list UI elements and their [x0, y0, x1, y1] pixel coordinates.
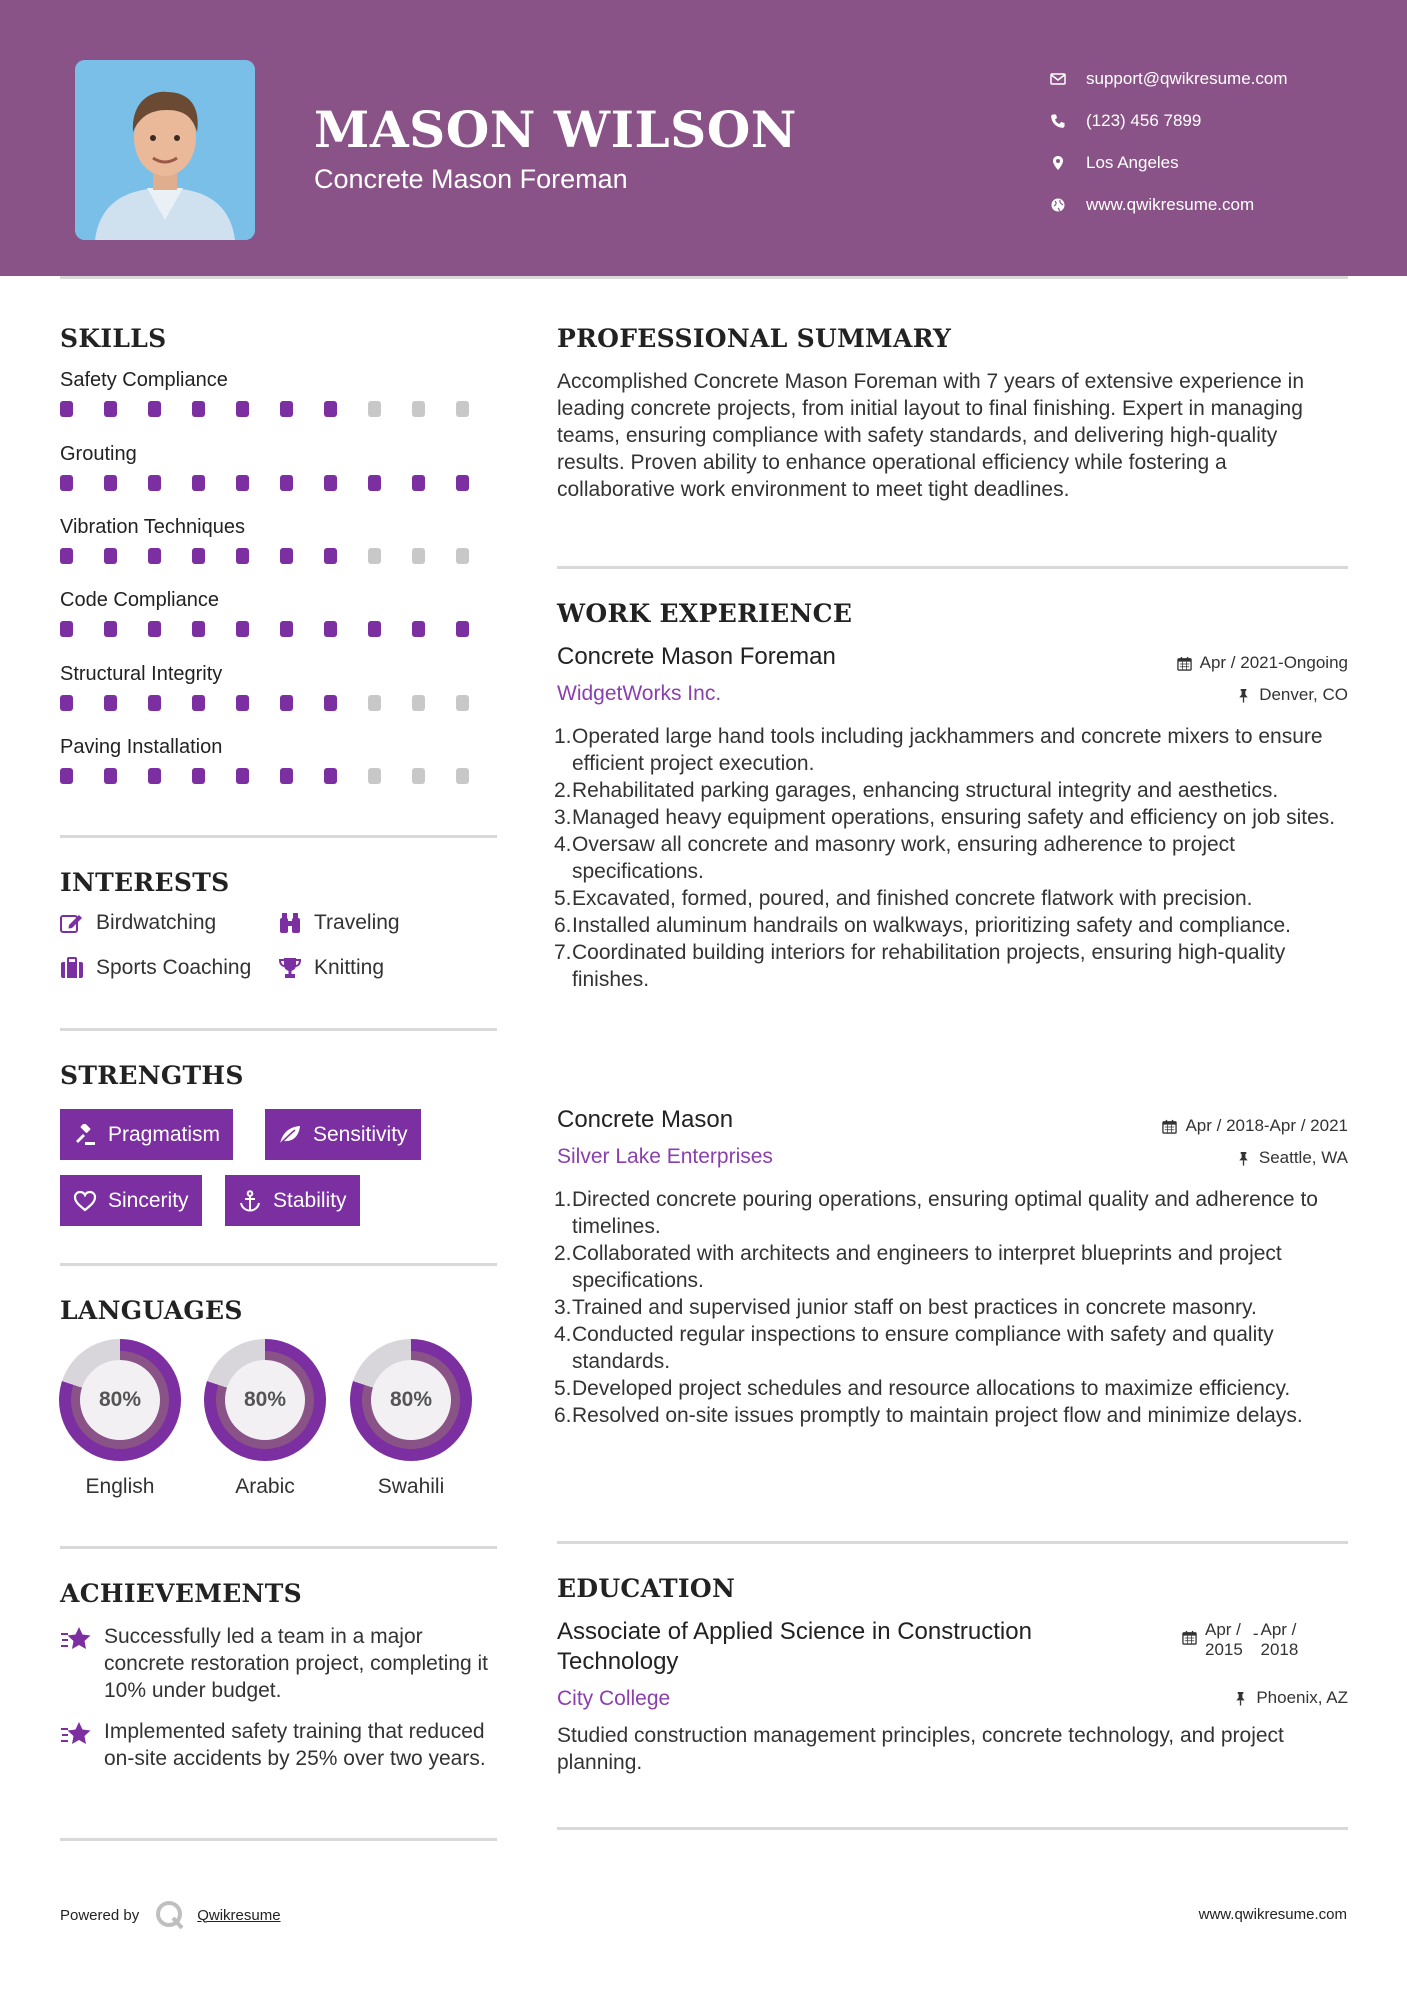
rating-dot-filled — [456, 475, 469, 491]
job-location-text: Denver, CO — [1259, 685, 1348, 704]
section-divider — [557, 1827, 1348, 1830]
rating-dot-filled — [324, 621, 337, 637]
rating-dot-filled — [60, 401, 73, 417]
skill-item — [60, 443, 500, 491]
rating-dot-filled — [192, 548, 205, 564]
rating-dot-filled — [104, 401, 117, 417]
skill-rating — [60, 401, 500, 417]
gavel-icon — [73, 1124, 97, 1146]
achievement-text: Implemented safety training that reduced on-site accidents by 25% over two years. — [104, 1720, 486, 1770]
job-dates — [1162, 1116, 1348, 1136]
calendar-icon — [1177, 656, 1192, 671]
job-dates-text: Apr / 2021-Ongoing — [1199, 653, 1348, 672]
header-divider — [60, 276, 1348, 279]
rating-dot-empty — [456, 768, 469, 784]
languages-heading: LANGUAGES — [60, 1296, 243, 1325]
education-school: City College — [557, 1687, 671, 1710]
pushpin-icon — [1236, 688, 1251, 703]
rating-dot-empty — [368, 548, 381, 564]
strength-label: Stability — [273, 1188, 347, 1212]
rating-dot-filled — [192, 768, 205, 784]
job-bullet: 4. Conducted regular inspections to ensure compliance with safety and quality standards. — [554, 1323, 1274, 1373]
contact-phone-text: (123) 456 7899 — [1086, 111, 1202, 130]
education-degree: Associate of Applied Science in Construction Technology — [557, 1618, 1032, 1675]
star-icon — [60, 1720, 92, 1748]
rating-dot-filled — [192, 695, 205, 711]
heart-icon — [73, 1190, 97, 1212]
rating-dot-filled — [104, 695, 117, 711]
rating-dot-empty — [368, 401, 381, 417]
rating-dot-filled — [368, 475, 381, 491]
rating-dot-filled — [236, 401, 249, 417]
section-divider — [60, 1546, 497, 1549]
interest-item — [60, 956, 251, 980]
rating-dot-filled — [60, 695, 73, 711]
binoculars-icon — [278, 912, 302, 934]
rating-dot-filled — [324, 401, 337, 417]
rating-dot-filled — [104, 768, 117, 784]
rating-dot-filled — [412, 475, 425, 491]
interest-item — [278, 956, 384, 980]
skill-rating — [60, 695, 500, 711]
strength-label: Pragmatism — [108, 1122, 221, 1146]
rating-dot-filled — [280, 401, 293, 417]
rating-dot-filled — [148, 475, 161, 491]
strength-label: Sensitivity — [313, 1122, 408, 1146]
rating-dot-empty — [456, 401, 469, 417]
section-divider — [60, 835, 497, 838]
location-pin-icon — [1050, 155, 1086, 171]
contact-list — [1050, 58, 1288, 226]
job-bullet: 5. Excavated, formed, poured, and finished concrete flatwork with precision. — [554, 887, 1253, 910]
rating-dot-filled — [60, 621, 73, 637]
interest-item — [278, 911, 400, 935]
rating-dot-filled — [236, 621, 249, 637]
education-end: Apr / 2018 — [1260, 1620, 1299, 1659]
skill-item — [60, 589, 500, 637]
qwikresume-logo-icon — [155, 1900, 185, 1930]
contact-location — [1050, 142, 1288, 184]
rating-dot-filled — [324, 548, 337, 564]
phone-icon — [1050, 113, 1086, 129]
job-bullet: 6. Resolved on-site issues promptly to maintain project flow and minimize delays. — [554, 1404, 1303, 1427]
job-bullets — [554, 723, 1354, 993]
interest-label: Knitting — [314, 956, 385, 979]
rating-dot-filled — [60, 548, 73, 564]
rating-dot-filled — [324, 768, 337, 784]
section-divider — [60, 1263, 497, 1266]
job-bullet: 3. Trained and supervised junior staff on best practices in concrete masonry. — [554, 1296, 1257, 1319]
calendar-icon — [1182, 1630, 1197, 1645]
language-percent: 80% — [80, 1360, 160, 1440]
contact-website-text: www.qwikresume.com — [1086, 195, 1255, 214]
mail-icon — [1050, 71, 1086, 87]
skill-item — [60, 369, 500, 417]
rating-dot-empty — [412, 401, 425, 417]
pushpin-icon — [1233, 1691, 1248, 1706]
experience-heading: WORK EXPERIENCE — [557, 599, 853, 628]
strength-tag — [225, 1175, 360, 1226]
skill-item — [60, 663, 500, 711]
rating-dot-filled — [236, 768, 249, 784]
rating-dot-empty — [412, 548, 425, 564]
language-item — [59, 1339, 181, 1499]
qwikresume-link[interactable]: Qwikresume — [197, 1906, 281, 1924]
contact-website[interactable] — [1050, 184, 1288, 226]
avatar-illustration — [75, 60, 255, 240]
skill-rating — [60, 621, 500, 637]
language-name: Arabic — [235, 1475, 295, 1498]
strength-tag — [60, 1175, 202, 1226]
rating-dot-filled — [236, 475, 249, 491]
language-ring — [204, 1339, 326, 1461]
job-bullet: 4. Oversaw all concrete and masonry work, ensuring adherence to project specifications. — [554, 833, 1235, 883]
job-dates — [1177, 653, 1348, 673]
education-description: Studied construction management principles, concrete technology, and project planning. — [557, 1724, 1284, 1774]
job-bullet: 1. Directed concrete pouring operations, ensuring optimal quality and adherence to timelines. — [554, 1188, 1318, 1238]
rating-dot-empty — [456, 548, 469, 564]
summary-heading: PROFESSIONAL SUMMARY — [557, 324, 952, 353]
rating-dot-filled — [148, 621, 161, 637]
rating-dot-filled — [280, 475, 293, 491]
achievement-item — [60, 1623, 500, 1704]
anchor-icon — [238, 1190, 262, 1212]
strengths-heading: STRENGTHS — [60, 1061, 244, 1090]
rating-dot-filled — [60, 475, 73, 491]
skill-label: Safety Compliance — [60, 369, 228, 391]
candidate-title: Concrete Mason Foreman — [314, 164, 628, 194]
rating-dot-filled — [104, 621, 117, 637]
trophy-icon — [278, 957, 302, 979]
achievements-heading: ACHIEVEMENTS — [60, 1579, 302, 1608]
section-divider — [60, 1838, 497, 1841]
rating-dot-filled — [324, 695, 337, 711]
contact-location-text: Los Angeles — [1086, 153, 1179, 172]
resume-header — [0, 0, 1407, 276]
footer-powered-by — [60, 1900, 281, 1930]
rating-dot-filled — [456, 621, 469, 637]
job-bullets — [554, 1186, 1354, 1429]
strength-tag — [60, 1109, 233, 1160]
job-dates-text: Apr / 2018-Apr / 2021 — [1185, 1116, 1348, 1135]
rating-dot-filled — [280, 548, 293, 564]
powered-by-text: Powered by — [60, 1906, 140, 1924]
language-name: English — [85, 1475, 155, 1498]
rating-dot-filled — [148, 695, 161, 711]
skill-rating — [60, 548, 500, 564]
language-item — [204, 1339, 326, 1499]
rating-dot-filled — [280, 695, 293, 711]
rating-dot-empty — [368, 768, 381, 784]
job-location — [1236, 1148, 1348, 1168]
rating-dot-filled — [192, 475, 205, 491]
briefcase-icon — [60, 957, 84, 979]
rating-dot-filled — [104, 475, 117, 491]
rating-dot-filled — [148, 548, 161, 564]
education-start: Apr / 2015 — [1205, 1620, 1243, 1659]
rating-dot-filled — [324, 475, 337, 491]
skill-rating — [60, 475, 500, 491]
skill-label: Structural Integrity — [60, 663, 223, 685]
rating-dot-filled — [368, 621, 381, 637]
rating-dot-filled — [192, 401, 205, 417]
rating-dot-empty — [412, 695, 425, 711]
interests-heading: INTERESTS — [60, 868, 230, 897]
summary-text: Accomplished Concrete Mason Foreman with 7 years of extensive experience in leading concrete projects, from initial layout to final finishing. Expert in managing teams, ensuring compliance with safety standards, and delivering high-quality results. Proven ability to enhance operational efficiency while fostering a collaborative work environment to meet tight deadlines. — [557, 370, 1305, 501]
pushpin-icon — [1236, 1151, 1251, 1166]
section-divider — [60, 1028, 497, 1031]
rating-dot-empty — [412, 768, 425, 784]
profile-photo — [75, 60, 255, 240]
education-location-text: Phoenix, AZ — [1256, 1688, 1348, 1707]
rating-dot-filled — [236, 695, 249, 711]
rating-dot-filled — [148, 401, 161, 417]
contact-phone[interactable] — [1050, 100, 1288, 142]
rating-dot-filled — [60, 768, 73, 784]
job-location-text: Seattle, WA — [1258, 1148, 1348, 1167]
skill-label: Vibration Techniques — [60, 516, 245, 538]
education-heading: EDUCATION — [557, 1574, 736, 1603]
skill-rating — [60, 768, 500, 784]
rating-dot-filled — [412, 621, 425, 637]
strength-tag — [265, 1109, 421, 1160]
calendar-icon — [1162, 1119, 1177, 1134]
rating-dot-empty — [456, 695, 469, 711]
job-bullet: 2. Rehabilitated parking garages, enhancing structural integrity and aesthetics. — [554, 779, 1279, 802]
job-company: Silver Lake Enterprises — [557, 1145, 773, 1168]
skill-label: Paving Installation — [60, 736, 223, 758]
rating-dot-filled — [280, 621, 293, 637]
language-ring — [350, 1339, 472, 1461]
interest-label: Sports Coaching — [96, 956, 252, 979]
job-bullet: 5. Developed project schedules and resource allocations to maximize efficiency. — [554, 1377, 1291, 1400]
rating-dot-filled — [236, 548, 249, 564]
section-divider — [557, 566, 1348, 569]
contact-email[interactable] — [1050, 58, 1288, 100]
interest-item — [60, 911, 216, 935]
interest-label: Traveling — [314, 911, 400, 934]
star-icon — [60, 1625, 92, 1653]
job-location — [1236, 685, 1348, 705]
candidate-name: MASON WILSON — [314, 100, 797, 159]
education-location — [1233, 1688, 1348, 1708]
job-bullet: 7. Coordinated building interiors for rehabilitation projects, ensuring high-quality finishes. — [554, 941, 1286, 991]
footer-url[interactable]: www.qwikresume.com — [1198, 1906, 1347, 1923]
rating-dot-filled — [192, 621, 205, 637]
job-bullet: 6. Installed aluminum handrails on walkways, prioritizing safety and compliance. — [554, 914, 1292, 937]
interest-label: Birdwatching — [96, 911, 217, 934]
pencil-square-icon — [60, 912, 84, 934]
rating-dot-filled — [148, 768, 161, 784]
skill-label: Code Compliance — [60, 589, 219, 611]
skill-item — [60, 736, 500, 784]
language-percent: 80% — [225, 1360, 305, 1440]
language-ring — [59, 1339, 181, 1461]
date-separator: - — [1252, 1624, 1259, 1643]
skill-item — [60, 516, 500, 564]
section-divider — [557, 1541, 1348, 1544]
language-item — [350, 1339, 472, 1499]
achievement-item — [60, 1718, 500, 1772]
language-name: Swahili — [377, 1475, 445, 1498]
rating-dot-empty — [368, 695, 381, 711]
strength-label: Sincerity — [108, 1188, 189, 1212]
job-bullet: 3. Managed heavy equipment operations, ensuring safety and efficiency on job sites. — [554, 806, 1336, 829]
leaf-icon — [278, 1124, 302, 1146]
job-title: Concrete Mason — [557, 1106, 734, 1133]
language-percent: 80% — [371, 1360, 451, 1440]
globe-icon — [1050, 197, 1086, 213]
job-bullet: 1. Operated large hand tools including jackhammers and concrete mixers to ensure efficient project execution. — [554, 725, 1323, 775]
skills-heading: SKILLS — [60, 324, 167, 353]
skill-label: Grouting — [60, 443, 137, 465]
contact-email-text: support@qwikresume.com — [1086, 69, 1288, 88]
rating-dot-filled — [280, 768, 293, 784]
achievement-text: Successfully led a team in a major concrete restoration project, completing it 10% under budget. — [104, 1625, 489, 1702]
education-dates — [1182, 1620, 1298, 1660]
job-bullet: 2. Collaborated with architects and engineers to interpret blueprints and project specifications. — [554, 1242, 1282, 1292]
rating-dot-filled — [104, 548, 117, 564]
job-company: WidgetWorks Inc. — [557, 682, 722, 705]
job-title: Concrete Mason Foreman — [557, 643, 836, 670]
